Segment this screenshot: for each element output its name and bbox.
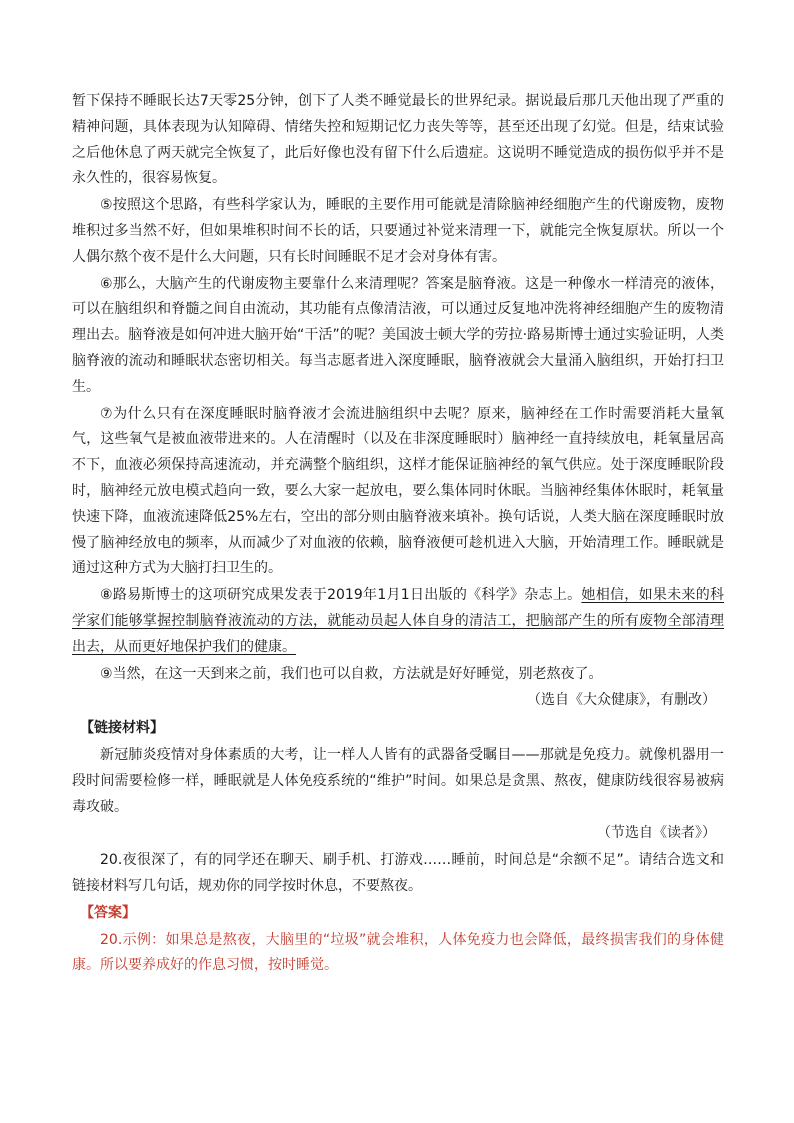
answer-text: 20.示例：如果总是熬夜，大脑里的“垃圾”就会堆积，人体免疫力也会降低，最终损害我们的身体健康。所以要养成好的作息习惯，按时睡觉。 xyxy=(72,931,724,974)
question-20: 20.夜很深了，有的同学还在聊天、刷手机、打游戏……睡前，时间总是“余额不足”。请结合选文和链接材料写几句话，规劝你的同学按时休息，不要熬夜。 xyxy=(72,852,724,894)
paragraph-7: ⑦为什么只有在深度睡眠时脑脊液才会流进脑组织中去呢？原来，脑神经在工作时需要消耗大量氧气，这些氧气是被血液带进来的。人在清醒时（以及在非深度睡眠时）脑神经一直持续放电，耗氧量居高不下，血液必须保持高速流动，并充满整个脑组织，这样才能保证脑神经的氧气供应。处于深度睡眠阶段时，脑神经元放电模式趋向一致，要么大家一起放电，要么集体同时休眠。当脑神经集体休眠时，耗氧量快速下降，血液流速降低25%左右，空出的部分则由脑脊液来填补。换句话说，人类大脑在深度睡眠时放慢了脑神经放电的频率，从而减少了对血液的依赖，脑脊液便可趁机进入大脑，开始清理工作。睡眠就是通过这种方式为大脑打扫卫生的。 xyxy=(72,405,724,577)
paragraph-5: ⑤按照这个思路，有些科学家认为，睡眠的主要作用可能就是清除脑神经细胞产生的代谢废物，废物堆积过多当然不好，但如果堆积时间不长的话，只要通过补觉来清理一下，就能完全恢复原状。所以一个人偶尔熬个夜不是什么大问题，只有长时间睡眠不足才会对身体有害。 xyxy=(72,197,724,265)
paragraph-4-continued: 暂下保持不睡眠长达7天零25分钟，创下了人类不睡觉最长的世界纪录。据说最后那几天他出现了严重的精神问题，具体表现为认知障碍、情绪失控和短期记忆力丧失等等，甚至还出现了幻觉。但是，结束试验之后他休息了两天就完全恢复了，此后好像也没有留下什么后遗症。这说明不睡觉造成的损伤似乎并不是永久性的，很容易恢复。 xyxy=(72,93,724,187)
paragraph-9: ⑨当然，在这一天到来之前，我们也可以自救，方法就是好好睡觉，别老熬夜了。 xyxy=(100,665,603,682)
link-material-text: 新冠肺炎疫情对身体素质的大考，让一样人人皆有的武器备受瞩目——那就是免疫力。就像机器用一段时间需要检修一样，睡眠就是人体免疫系统的“维护”时间。如果总是贪黑、熬夜，健康防线很容易被病毒攻破。 xyxy=(72,746,724,815)
paragraph-8-underlined: 她相信，如果未来的科学家们能够掌握控制脑脊液流动的方法，就能动员起人体自身的清洁工，把脑部产生的所有废物全部清理出去，从而更好地保护我们的健康。 xyxy=(72,587,724,655)
paragraph-6: ⑥那么，大脑产生的代谢废物主要靠什么来清理呢？答案是脑脊液。这是一种像水一样清亮的液体，可以在脑组织和脊髓之间自由流动，其功能有点像清洁液，可以通过反复地冲洗将神经细胞产生的废物清理出去。脑脊液是如何冲进大脑开始“干活”的呢？美国波士顿大学的劳拉·路易斯博士通过实验证明，人类脑脊液的流动和睡眠状态密切相关。每当志愿者进入深度睡眠，脑脊液就会大量涌入脑组织，开始打扫卫生。 xyxy=(72,275,724,395)
link-material-label: 【链接材料】 xyxy=(80,720,164,737)
document-page xyxy=(72,89,724,980)
paragraph-8 xyxy=(72,583,724,660)
answer-label: 【答案】 xyxy=(80,904,136,921)
source-note-1: （选自《大众健康》，有删改） xyxy=(527,692,716,709)
paragraph-8-plain: ⑧路易斯博士的这项研究成果发表于2019年1月1日出版的《科学》杂志上。 xyxy=(100,587,582,604)
source-note-2: （节选自《读者》） xyxy=(597,825,716,842)
